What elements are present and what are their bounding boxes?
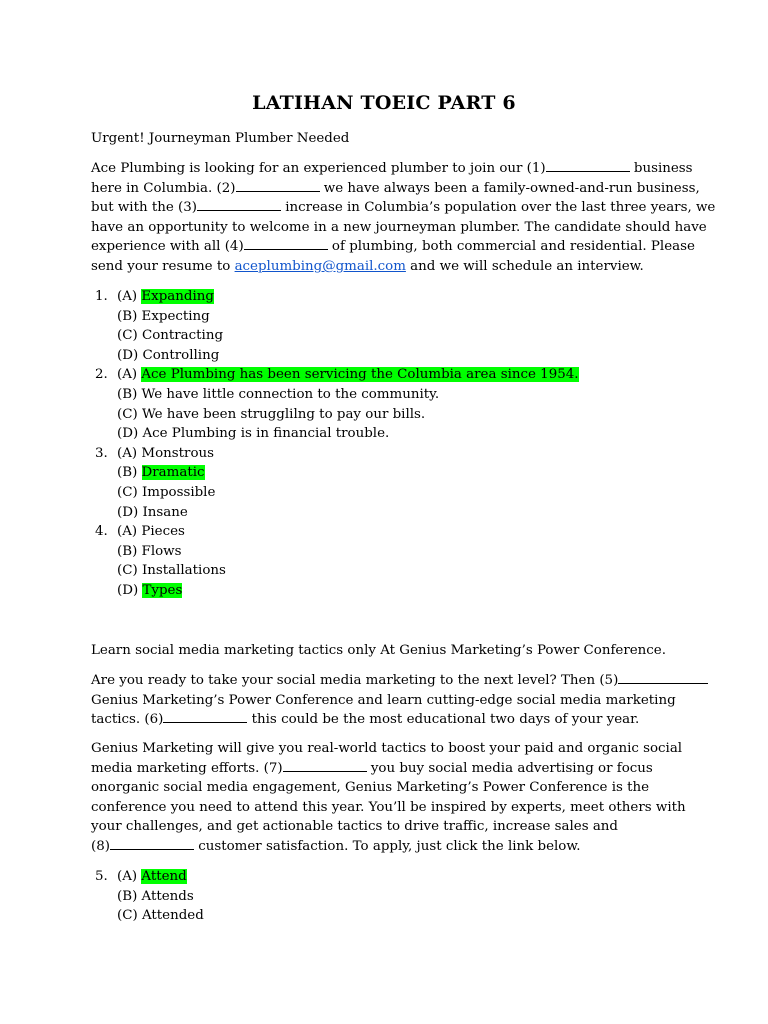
blank-8 [110, 838, 194, 850]
passage-plumber [91, 159, 716, 277]
page-title: LATIHAN TOEIC PART 6 [252, 92, 516, 114]
option-5b[interactable]: (B) Attends [117, 888, 194, 904]
answer-highlight: Types [142, 582, 183, 598]
passage-line: Genius Marketing will give you real-world tactics to boost your paid and organic social [91, 741, 683, 756]
option-2b[interactable]: (B) We have little connection to the community. [117, 386, 440, 402]
passage-line: have an opportunity to welcome in a new journeyman plumber. The candidate should have [91, 219, 707, 235]
blank-2 [236, 180, 320, 192]
blank-5 [618, 672, 708, 684]
document-page: LATIHAN TOEIC PART 6 Urgent! Journeyman Plumber Needed Ace Plumbing is looking for an experienced plumber to join our (1) business here in Columbia. (2) we have always been a family-owned-and-run business, but with the (3) increase in Columbia’s population over the last three years, we have an opportunity to welcome in a new journeyman plumber. The candidate should have experience with all (4) of plumbing, both commercial and residential. Please send your resume to aceplumbing@gmail.com and we will schedule an interview. 1. (A) Expanding (B) Expecting (C) Contracting (D) Controlling 2. (A) Ace Plumbing has been servicing the Columbia area since 1954. (B) We have little connection to the community. (C) We have been strugglilng to pay our bills. (D) Ace Plumbing is in financial trouble. 3. (A) Monstrous (B) Dramatic (C) Impossible (D) Insane 4. (A) Pieces (B) Flows (C) Installations (D) Types Learn social media marketing tactics only At Genius Marketing’s Power Conference. Are you ready to take your social media marketing to the next level? Then (5) Genius Marketing’s Power Conference and learn cutting-edge social media marketing tactics. (6) this could be the most educational two days of your year. Genius Marketing will give you real-world tactics to boost your paid and organic social media marketing efforts. (7) you buy social media advertising or focus onorganic social media engagement, Genius Marketing’s Power Conference is the conference you need to attend this year. You’ll be inspired by experts, meet others with your challenges, and get actionable tactics to drive traffic, increase sales and (8) customer satisfaction. To apply, just click the link below. 5. (A) Attend (B) Attends (C) Attended [0, 0, 768, 1024]
option-1a[interactable]: (A) Expanding [117, 289, 214, 304]
passage-line: here in Columbia. (2) we have always been a family-owned-and-run business, [91, 180, 700, 196]
option-1d[interactable]: (D) Controlling [117, 347, 220, 363]
blank-7 [283, 760, 367, 772]
passage-line: media marketing efforts. (7) you buy social media advertising or focus [91, 760, 653, 776]
passage-line: conference you need to attend this year. You’ll be inspired by experts, meet others with [91, 799, 686, 815]
option-3b[interactable]: (B) Dramatic [117, 465, 205, 481]
option-1b[interactable]: (B) Expecting [117, 308, 210, 324]
blank-3 [197, 199, 281, 211]
option-4a[interactable]: (A) Pieces [117, 524, 185, 540]
passage-line: your challenges, and get actionable tactics to drive traffic, increase sales and [91, 819, 619, 835]
passage-marketing-1 [91, 671, 691, 730]
passage-line: Ace Plumbing is looking for an experienced plumber to join our (1) business [91, 161, 693, 176]
answer-highlight: Dramatic [141, 465, 205, 481]
blank-6 [163, 711, 247, 723]
section-heading-plumber: Urgent! Journeyman Plumber Needed [91, 131, 350, 146]
answer-highlight: Ace Plumbing has been servicing the Columbia area since 1954. [141, 367, 579, 383]
option-5a[interactable]: (A) Attend [117, 869, 187, 884]
option-1c[interactable]: (C) Contracting [117, 328, 224, 344]
passage-marketing-2 [91, 739, 691, 857]
option-4c[interactable]: (C) Installations [117, 563, 226, 579]
option-4d[interactable]: (D) Types [117, 582, 183, 598]
passage-line: Are you ready to take your social media marketing to the next level? Then (5) [91, 671, 691, 691]
option-2a[interactable]: (A) Ace Plumbing has been servicing the Columbia area since 1954. [117, 367, 579, 383]
option-4b[interactable]: (B) Flows [117, 543, 182, 559]
option-5c[interactable]: (C) Attended [117, 908, 204, 924]
answer-highlight: Expanding [141, 289, 214, 304]
passage-line: tactics. (6) this could be the most educational two days of your year. [91, 712, 640, 728]
option-3d[interactable]: (D) Insane [117, 504, 188, 520]
passage-line: onorganic social media engagement, Genius Marketing’s Power Conference is the [91, 780, 650, 796]
passage-line: send your resume to aceplumbing@gmail.com and we will schedule an interview. [91, 258, 644, 274]
option-2d[interactable]: (D) Ace Plumbing is in financial trouble. [117, 426, 390, 442]
blank-4 [244, 238, 328, 250]
option-3a[interactable]: (A) Monstrous [117, 445, 214, 461]
option-2c[interactable]: (C) We have been strugglilng to pay our bills. [117, 406, 426, 422]
blank-1 [546, 160, 630, 172]
passage-line: but with the (3) increase in Columbia’s population over the last three years, we [91, 200, 716, 216]
passage-line: experience with all (4) of plumbing, both commercial and residential. Please [91, 239, 695, 255]
passage-line: Genius Marketing’s Power Conference and learn cutting-edge social media marketing [91, 692, 676, 708]
email-link[interactable]: aceplumbing@gmail.com [234, 258, 406, 274]
section-heading-marketing: Learn social media marketing tactics only At Genius Marketing’s Power Conference. [91, 643, 666, 658]
answer-highlight: Attend [141, 869, 187, 884]
passage-line: (8) customer satisfaction. To apply, just click the link below. [91, 838, 581, 854]
option-3c[interactable]: (C) Impossible [117, 484, 216, 500]
